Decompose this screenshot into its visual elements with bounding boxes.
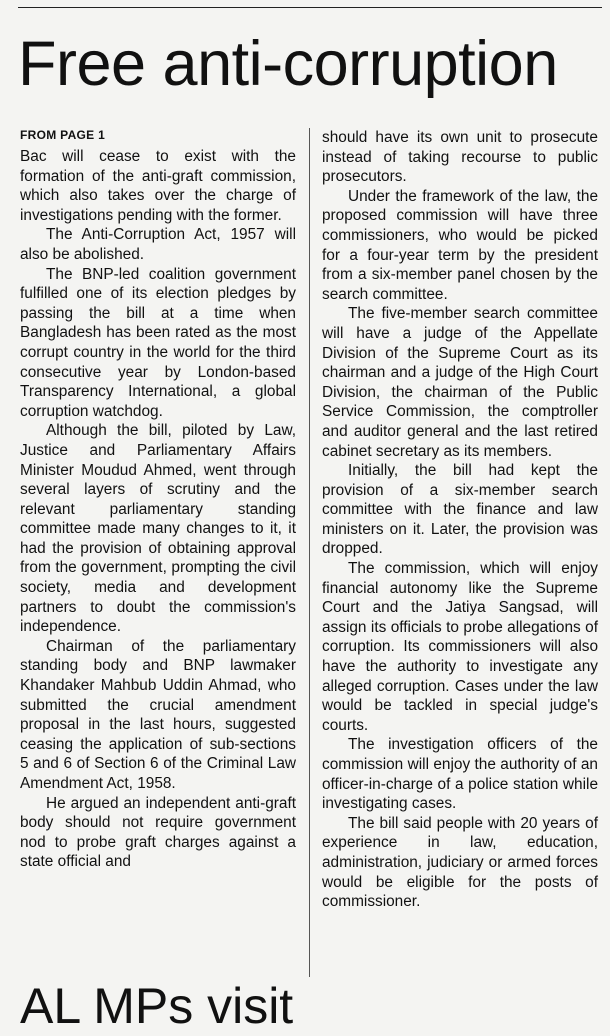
paragraph: The five-member search committee will have a judge of the Appellate Division of the Supreme Court as its chairman and a judge of the High Court Division, the chairman of the Public Service Commission, the comptroller and auditor general and the last retired cabinet secretary as its members.: [322, 305, 598, 460]
right-column: [322, 128, 598, 912]
paragraph: Although the bill, piloted by Law, Justice and Parliamentary Affairs Minister Moudud Ahmed, went through several layers of scrutiny and the relevant parliamentary standing committee made many changes to it, it had the provision of obtaining approval from the government, prompting the civil society, media and development partners to doubt the commission's independence.: [20, 422, 296, 636]
paragraph: The investigation officers of the commission will enjoy the authority of an officer-in-charge of a police station while investigating cases.: [322, 736, 598, 813]
paragraph: Bac will cease to exist with the formation of the anti-graft commission, which also takes over the charge of investigations pending with the former.: [20, 148, 296, 224]
paragraph: He argued an independent anti-graft body should not require government nod to probe graft charges against a state official and: [20, 794, 296, 871]
column-divider: [309, 128, 310, 977]
paragraph: Chairman of the parliamentary standing body and BNP lawmaker Khandaker Mahbub Uddin Ahmad, who submitted the crucial amendment proposal in the last hours, suggested ceasing the application of sub-sections 5 and 6 of Section 6 of the Criminal Law Amendment Act, 1958.: [20, 637, 296, 792]
paragraph: Under the framework of the law, the proposed commission will have three commissioners, who would be picked for a four-year term by the president from a six-member panel chosen by the search committee.: [322, 187, 598, 303]
dateline: FROM PAGE 1: [20, 128, 106, 142]
paragraph: Initially, the bill had kept the provision of a six-member search committee with the finance and law ministers on it. Later, the provision was dropped.: [322, 462, 598, 558]
paragraph: The bill said people with 20 years of experience in law, education, administration, judiciary or armed forces would be eligible for the posts of commissioner.: [322, 814, 598, 911]
next-article-headline: AL MPs visit: [20, 978, 294, 1034]
left-column: [20, 128, 296, 872]
paragraph: should have its own unit to prosecute instead of taking recourse to public prosecutors.: [322, 129, 598, 186]
paragraph: The Anti-Corruption Act, 1957 will also be abolished.: [20, 226, 296, 263]
top-rule: [18, 7, 602, 8]
paragraph: The BNP-led coalition government fulfilled one of its election pledges by passing the bill at a time when Bangladesh has been rated as the most corrupt country in the world for the third consecutive year by London-based Transparency International, a global corruption watchdog.: [20, 265, 296, 420]
headline: Free anti-corruption: [18, 29, 558, 99]
paragraph: The commission, which will enjoy financial autonomy like the Supreme Court and the Jatiya Sangsad, will assign its officials to probe allegations of corruption. Its commissioners will also have the authority to investigate any alleged corruption. Cases under the law would be tackled in special judge's courts.: [322, 560, 598, 734]
